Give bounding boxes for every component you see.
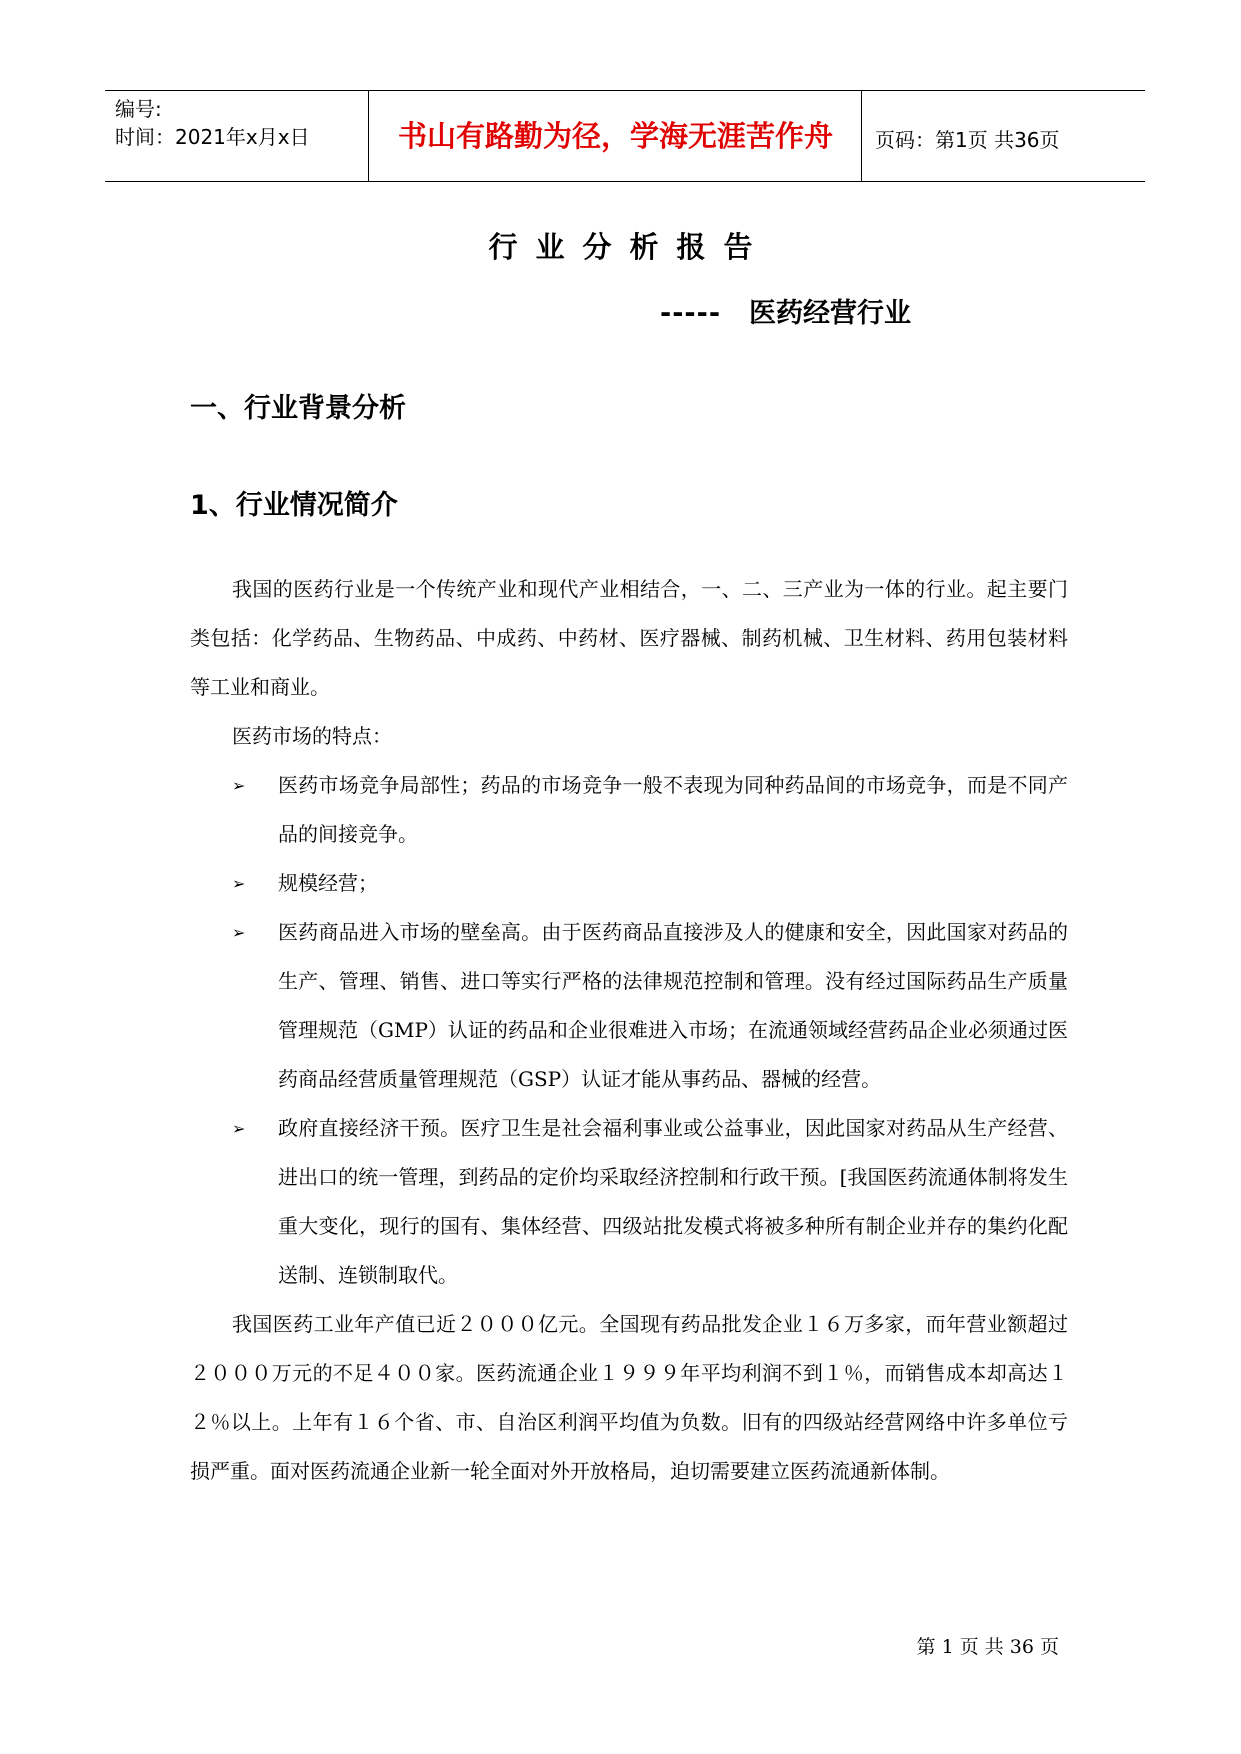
list-item [190,859,1068,908]
list-item-text: 医药市场竞争局部性；药品的市场竞争一般不表现为同种药品间的市场竞争，而是不同产品的间接竞争。 [278,773,1068,846]
header-motto: 书山有路勤为径，学海无涯苦作舟 [397,119,833,153]
body-content [190,565,1068,1496]
header-time-label: 时间：2021年x月x日 [115,125,310,149]
arrow-bullet-icon: ➢ [232,776,246,795]
page-footer: 第 1 页 共 36 页 [916,1636,1059,1658]
arrow-bullet-icon: ➢ [232,1119,246,1138]
page-header [105,90,1145,182]
closing-paragraph: 我国医药工业年产值已近２０００亿元。全国现有药品批发企业１６万多家，而年营业额超过２０００万元的不足４００家。医药流通企业１９９９年平均利润不到１％，而销售成本却高达１２％以上。上年有１６个省、市、自治区利润平均值为负数。旧有的四级站经营网络中许多单位亏损严重。面对医药流通企业新一轮全面对外开放格局，迫切需要建立医药流通新体制。 [190,1312,1068,1483]
arrow-bullet-icon: ➢ [232,874,246,893]
header-meta [115,95,370,151]
header-number-label: 编号: [115,97,162,121]
header-page-label: 页码：第1页 共36页 [875,128,1060,152]
list-item [190,908,1068,1104]
list-item-text: 政府直接经济干预。医疗卫生是社会福利事业或公益事业，因此国家对药品从生产经营、进出口的统一管理，到药品的定价均采取经济控制和行政干预。[我国医药流通体制将发生重大变化，现行的国有、集体经营、四级站批发模式将被多种所有制企业并存的集约化配送制、连锁制取代。 [278,1116,1068,1287]
list-item [190,761,1068,859]
intro-paragraph: 我国的医药行业是一个传统产业和现代产业相结合，一、二、三产业为一体的行业。起主要门类包括：化学药品、生物药品、中成药、中药材、医疗器械、制药机械、卫生材料、药用包装材料等工业和商业。 [190,577,1068,699]
list-item-text: 规模经营； [278,871,378,895]
subtitle-dash: ----- [660,298,722,329]
list-item-text: 医药商品进入市场的壁垒高。由于医药商品直接涉及人的健康和安全，因此国家对药品的生产、管理、销售、进口等实行严格的法律规范控制和管理。没有经过国际药品生产质量管理规范（GMP）认证的药品和企业很难进入市场；在流通领域经营药品企业必须通过医药商品经营质量管理规范（GSP）认证才能从事药品、器械的经营。 [278,920,1068,1091]
features-label: 医药市场的特点： [232,724,392,748]
features-list [190,761,1068,1300]
document-subtitle [660,291,911,330]
header-divider-left [368,91,369,181]
subsection-heading: 1、行业情况简介 [190,490,398,521]
subtitle-text: 医药经营行业 [749,298,912,329]
list-item [190,1104,1068,1300]
header-divider-right [861,91,862,181]
section-heading: 一、行业背景分析 [190,393,406,424]
arrow-bullet-icon: ➢ [232,923,246,942]
document-title: 行业分析报告 [488,230,771,264]
